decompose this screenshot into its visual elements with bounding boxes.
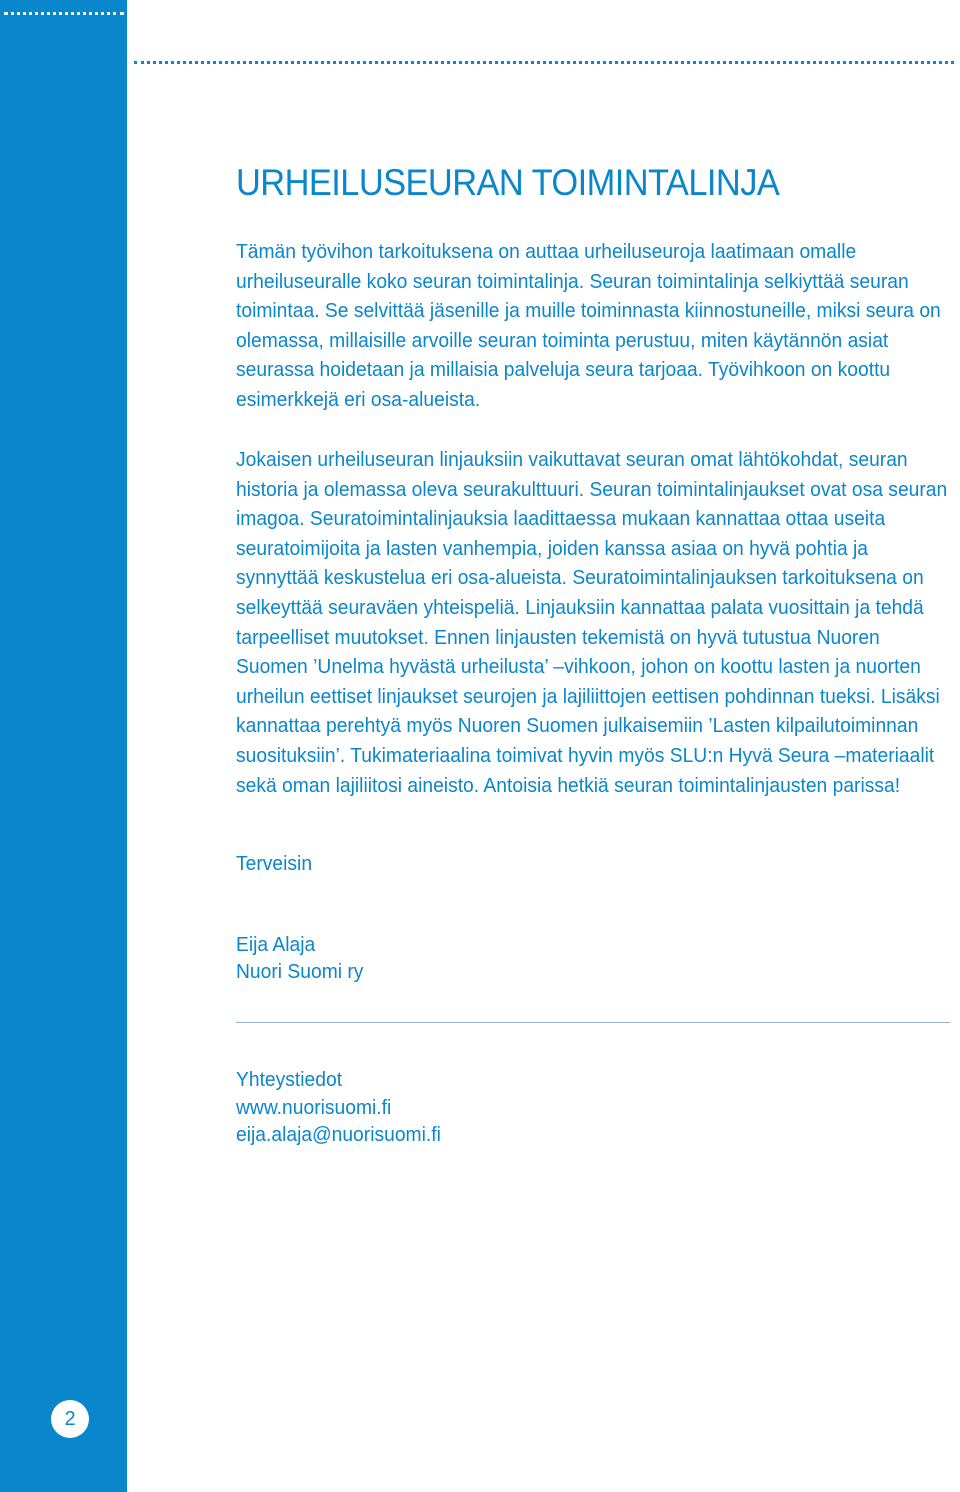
intro-paragraph: Tämän työvihon tarkoituksena on auttaa urheiluseuroja laatimaan omalle urheiluseuralle koko seuran toimintalinja. Seuran toimintalinja selkiyttää seuran toimintaa. Se selvittää jäsenille ja muille toiminnasta kiinnostuneille, miksi seura on olemassa, millaisille arvoille seuran toiminta perustuu, miten käytännön asiat seurassa hoidetaan ja millaisia palveluja seura tarjoaa. Työvihkoon on koottu esimerkkejä eri osa-alueista. xyxy=(236,240,941,411)
section-divider xyxy=(236,1022,950,1023)
contact-website-link[interactable]: www.nuorisuomi.fi xyxy=(236,1096,392,1119)
page-number-badge: 2 xyxy=(51,1400,89,1438)
contact-heading: Yhteystiedot xyxy=(236,1068,343,1091)
signature-name: Eija Alaja xyxy=(236,933,316,956)
header-dotted-line xyxy=(134,61,954,64)
contact-email-link[interactable]: eija.alaja@nuorisuomi.fi xyxy=(236,1123,441,1146)
signature-greeting: Terveisin xyxy=(236,852,313,875)
page-title: URHEILUSEURAN TOIMINTALINJA xyxy=(236,162,780,203)
body-paragraph: Jokaisen urheiluseuran linjauksiin vaikuttavat seuran omat lähtökohdat, seuran historia ja olemassa oleva seurakulttuuri. Seuran toimintalinjaukset ovat osa seuran imagoa. Seuratoimintalinjauksia laadittaessa mukaan kannattaa ottaa useita seuratoimijoita ja lasten vanhempia, joiden kanssa asiaa on hyvä pohtia ja synnyttää keskustelua eri osa-alueista. Seuratoimintalinjauksen tarkoituksena on selkeyttää seuraväen yhteispeliä. Linjauksiin kannattaa palata vuosittain ja tehdä tarpeelliset muutokset. Ennen linjausten tekemistä on hyvä tutustua Nuoren Suomen ’Unelma hyvästä urheilusta’ –vihkoon, johon on koottu lasten ja nuorten urheilun eettiset linjaukset seurojen ja lajiliittojen eettisen pohdinnan tueksi. Lisäksi kannattaa perehtyä myös Nuoren Suomen julkaisemiin ’Lasten kilpailutoiminnan suosituksiin’. Tukimateriaalina toimivat hyvin myös SLU:n Hyvä Seura –materiaalit sekä oman lajiliitosi aineisto. Antoisia hetkiä seuran toimintalinjausten parissa! xyxy=(236,448,948,797)
signature-organization: Nuori Suomi ry xyxy=(236,960,364,983)
side-bar xyxy=(0,0,127,1492)
sidebar-dotted-line xyxy=(4,12,124,15)
